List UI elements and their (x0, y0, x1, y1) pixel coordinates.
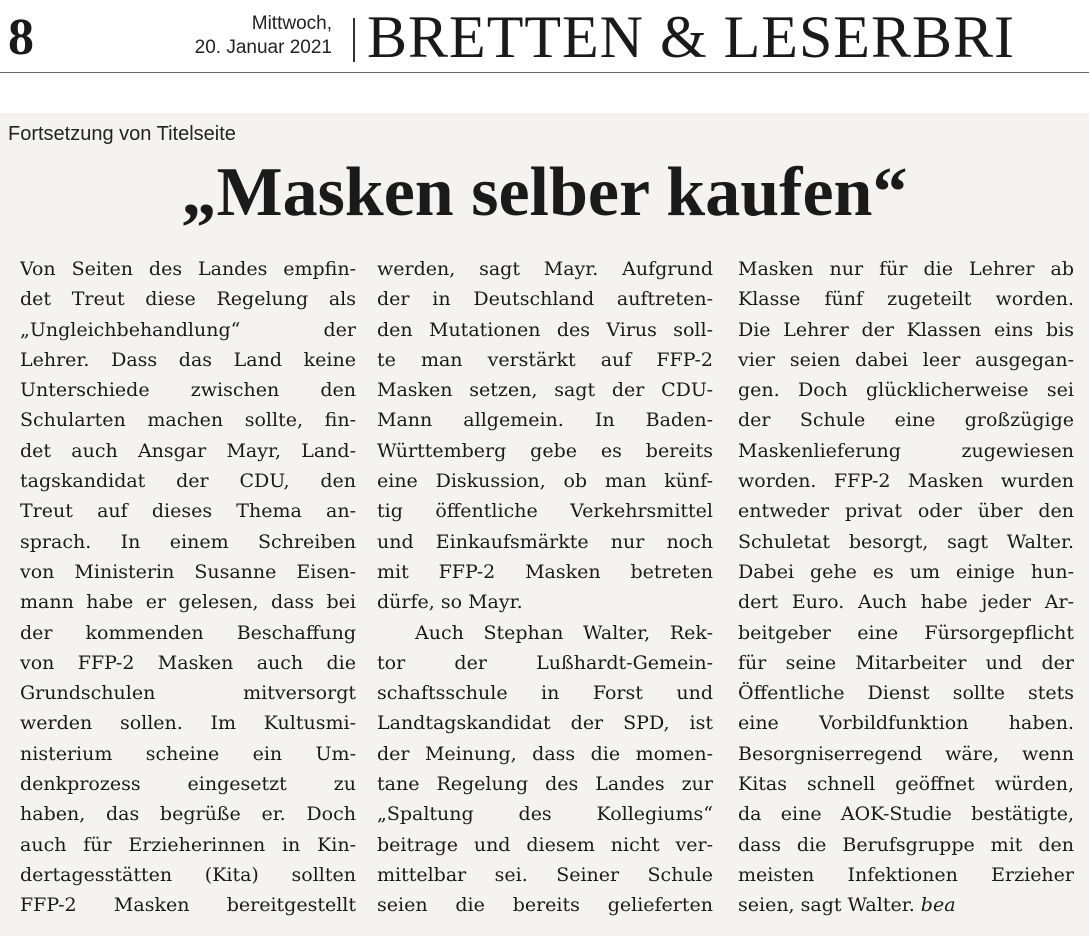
article-line: Auch Stephan Walter, Rek- (415, 621, 713, 644)
article-line: mann habe er gelesen, dass bei (20, 591, 356, 614)
article-line: auch für Erzieherinnen in Kin- (20, 833, 356, 856)
page-number: 8 (8, 9, 34, 66)
article-line: Schuletat besorgt, sagt Walter. (738, 530, 1074, 553)
article-column-3 (738, 254, 1074, 921)
article-line: FFP-2 Masken bereitgestellt (20, 894, 356, 917)
article-line: Mann allgemein. In Baden- (377, 409, 713, 432)
article-line: für seine Mitarbeiter und der (738, 651, 1074, 674)
article-line: beitrage und diesem nicht ver- (377, 833, 713, 856)
article-line: meisten Infektionen Erzieher (738, 863, 1074, 886)
article-line: der kommenden Beschaffung (20, 621, 356, 644)
article-line: dertagesstätten (Kita) sollten (20, 863, 356, 886)
article-line: Lehrer. Dass das Land keine (20, 348, 356, 371)
article-line: te man verstärkt auf FFP-2 (377, 348, 713, 371)
continuation-note: Fortsetzung von Titelseite (8, 123, 236, 145)
article-line: werden sollen. Im Kultusmi- (20, 712, 356, 735)
article-line: eine Diskussion, ob man künf- (377, 470, 713, 493)
article-line: seien die bereits gelieferten (377, 894, 713, 917)
article-line: mittelbar sei. Seiner Schule (377, 863, 713, 886)
article-line: von Ministerin Susanne Eisen- (20, 560, 356, 583)
article-line: den Mutationen des Virus soll- (377, 318, 713, 341)
article-line: von FFP-2 Masken auch die (20, 651, 356, 674)
article-line: det Treut diese Regelung als (20, 288, 356, 311)
article-line: haben, das begrüße er. Doch (20, 803, 356, 826)
article-line: der Schule eine großzügige (738, 409, 1074, 432)
article-line: der in Deutschland auftreten- (377, 288, 713, 311)
article-line: „Ungleichbehandlung“ der (20, 318, 356, 341)
article-line: vier seien dabei leer ausgegan- (738, 348, 1074, 371)
article-line: tor der Lußhardt-Gemein- (377, 651, 713, 674)
article-line: tig öffentliche Verkehrsmittel (377, 500, 713, 523)
article-line: Württemberg gebe es bereits (377, 439, 713, 462)
article-line: beitgeber eine Fürsorgepflicht (738, 621, 1074, 644)
article-column-1 (20, 254, 356, 921)
article-line: Masken setzen, sagt der CDU- (377, 379, 713, 402)
article-line: dass die Berufsgruppe mit den (738, 833, 1074, 856)
issue-date (195, 12, 332, 60)
article-line: Treut auf dieses Thema an- (20, 500, 356, 523)
article-line: eine Vorbildfunktion haben. (738, 712, 1074, 735)
masthead (0, 0, 1089, 74)
article-line: da eine AOK-Studie bestätigte, (738, 803, 1074, 826)
article-line: mit FFP-2 Masken betreten (377, 560, 713, 583)
article-line: sprach. In einem Schreiben (20, 530, 356, 553)
article-column-2 (377, 254, 713, 921)
headline: „Masken selber kaufen“ (181, 154, 908, 231)
issue-date-text: 20. Januar 2021 (194, 37, 332, 58)
article-line: Maskenlieferung zugewiesen (738, 439, 1074, 462)
article-line: entweder privat oder über den (738, 500, 1074, 523)
article-line: nisterium scheine ein Um- (20, 742, 356, 765)
article-line: Grundschulen mitversorgt (20, 682, 356, 705)
article-line: Besorgniserregend wäre, wenn (738, 742, 1074, 765)
article-line: Masken nur für die Lehrer ab (738, 258, 1074, 280)
article-line: schaftsschule in Forst und (377, 682, 713, 705)
article-line: und Einkaufsmärkte nur noch (377, 530, 713, 553)
article-line: Kitas schnell geöffnet würden, (738, 773, 1074, 796)
article-line: Unterschiede zwischen den (20, 379, 356, 402)
article-line: Die Lehrer der Klassen eins bis (738, 318, 1074, 341)
article-line: dert Euro. Auch habe jeder Ar- (738, 591, 1074, 614)
article-line: werden, sagt Mayr. Aufgrund (377, 258, 713, 280)
article-line: Landtagskandidat der SPD, ist (377, 712, 713, 735)
article-line: der Meinung, dass die momen- (377, 742, 713, 765)
article (0, 113, 1089, 936)
article-line: seien, sagt Walter. bea (738, 894, 956, 917)
article-line: Klasse fünf zugeteilt worden. (738, 288, 1074, 311)
article-line: dürfe, so Mayr. (377, 591, 523, 614)
header-rule (0, 72, 1089, 73)
article-line: tane Regelung des Landes zur (377, 773, 713, 796)
article-line: denkprozess eingesetzt zu (20, 773, 356, 796)
author-tag: bea (920, 894, 956, 917)
article-line: tagskandidat der CDU, den (20, 470, 356, 493)
article-line: Von Seiten des Landes empfin- (20, 258, 356, 280)
article-line: worden. FFP-2 Masken wurden (738, 470, 1074, 493)
article-line: Öffentliche Dienst sollte stets (738, 682, 1074, 705)
article-line: Dabei gehe es um einige hun- (738, 560, 1074, 583)
article-line: „Spaltung des Kollegiums“ (377, 803, 713, 826)
issue-weekday: Mittwoch, (251, 13, 332, 34)
article-line: det auch Ansgar Mayr, Land- (20, 439, 356, 462)
section-title: BRETTEN & LESERBRI (367, 4, 1015, 70)
header-divider (353, 18, 355, 62)
article-line: gen. Doch glücklicherweise sei (738, 379, 1074, 402)
article-line: Schularten machen sollte, fin- (20, 409, 356, 432)
